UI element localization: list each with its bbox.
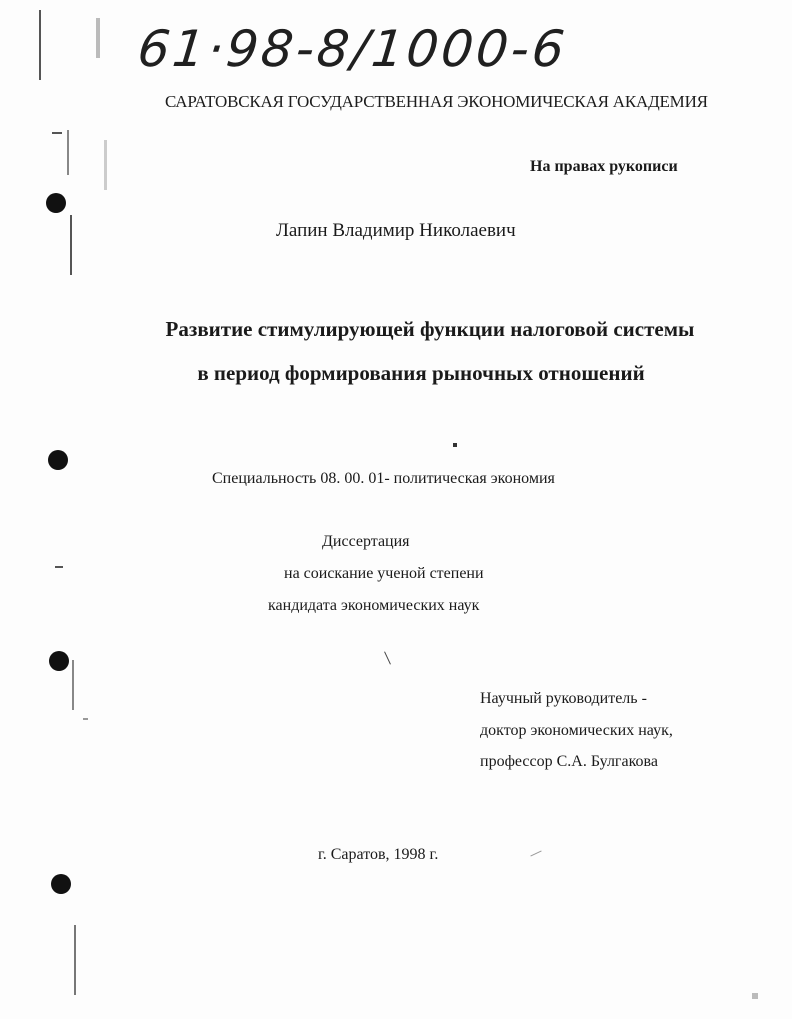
stray-mark-3 — [530, 851, 541, 857]
binding-hole-1 — [46, 193, 66, 213]
margin-tick-1 — [52, 132, 62, 134]
margin-tick-2 — [55, 566, 63, 568]
binding-hole-4 — [51, 874, 71, 894]
institution-name: САРАТОВСКАЯ ГОСУДАРСТВЕННАЯ ЭКОНОМИЧЕСКАЯ АКАДЕМИЯ — [165, 92, 708, 111]
dissertation-title-line-2: в период формирования рыночных отношений — [197, 361, 645, 385]
stray-mark-1 — [453, 443, 457, 447]
dissertation-title-line-1: Развитие стимулирующей функции налоговой системы — [165, 317, 695, 341]
stray-mark-4 — [752, 993, 758, 999]
supervisor-label: Научный руководитель - — [480, 690, 647, 707]
degree-name: кандидата экономических наук — [268, 597, 480, 614]
supervisor-degree: доктор экономических наук, — [480, 722, 673, 739]
specialty-line: Специальность 08. 00. 01- политическая экономия — [212, 470, 555, 487]
place-and-year: г. Саратов, 1998 г. — [318, 846, 439, 863]
degree-purpose: на соискание ученой степени — [284, 565, 484, 582]
stray-mark-2 — [384, 651, 391, 664]
margin-line-3 — [67, 130, 69, 175]
margin-tick-3 — [83, 718, 88, 720]
supervisor-name: профессор С.А. Булгакова — [480, 753, 658, 770]
margin-line-1 — [39, 10, 41, 80]
binding-hole-3 — [49, 651, 69, 671]
binding-hole-2 — [48, 450, 68, 470]
margin-dots-1 — [96, 18, 100, 58]
dissertation-label: Диссертация — [322, 533, 410, 550]
author-name: Лапин Владимир Николаевич — [276, 220, 516, 241]
rights-note: На правах рукописи — [530, 158, 678, 175]
margin-line-2 — [70, 215, 72, 275]
margin-line-5 — [74, 925, 76, 995]
handwritten-archive-code: 61·98-8/1000-6 — [134, 20, 571, 78]
margin-line-4 — [72, 660, 74, 710]
margin-dots-2 — [104, 140, 107, 190]
